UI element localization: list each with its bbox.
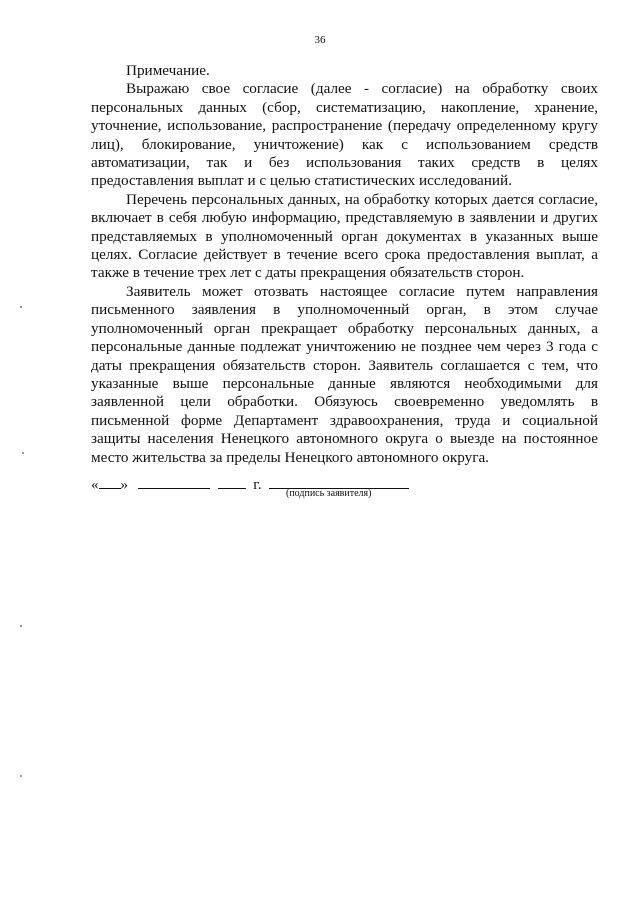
- scan-speck: [20, 775, 22, 777]
- date-open-quote: «: [91, 477, 99, 493]
- scan-speck: [20, 625, 22, 627]
- year-suffix: г.: [253, 477, 262, 493]
- year-blank[interactable]: [218, 474, 246, 489]
- document-body: [91, 62, 598, 467]
- signature-blank[interactable]: [269, 474, 409, 489]
- note-heading: Примечание.: [126, 62, 210, 79]
- date-close-quote: »: [120, 477, 128, 493]
- withdrawal-paragraph: Заявитель может отозвать настоящее согласие путем направления письменного заявления в уполномоченный орган, в этом случае уполномоченный орган прекращает обработку персональных данных, а персональные данные подлежат уничтожению не позднее чем через 3 года с даты прекращения обязательств сторон. Заявитель соглашается с тем, что указанные выше персональные данные являются необходимыми для заявленной цели обработки. Обязуюсь своевременно уведомлять в письменной форме Департамент здравоохранения, труда и социальной защиты населения Ненецкого автономного округа о выезде на постоянное место жительства за пределы Ненецкого автономного округа.: [91, 282, 598, 466]
- scan-speck: [22, 452, 24, 454]
- signature-line: [91, 474, 421, 494]
- consent-paragraph: Выражаю свое согласие (далее - согласие) на обработку своих персональных данных (сбор, систематизацию, накопление, хранение, уточнение, использование, распространение (передачу определенному кругу лиц), блокирование, уничтожение) как с использованием средств автоматизации, так и без использования таких средств в целях предоставления выплат и с целью статистических исследований.: [91, 80, 598, 190]
- data-list-paragraph: Перечень персональных данных, на обработку которых дается согласие, включает в себя любую информацию, представляемую в заявлении и других представляемых в уполномоченный орган документах в указанных выше целях. Согласие действует в течение всего срока предоставления выплат, а также в течение трех лет с даты прекращения обязательств сторон.: [91, 190, 598, 282]
- month-blank[interactable]: [138, 474, 210, 489]
- day-blank[interactable]: [99, 474, 121, 489]
- scan-speck: [20, 306, 22, 308]
- signature-caption: (подпись заявителя): [286, 488, 372, 499]
- page-number: 36: [314, 34, 326, 46]
